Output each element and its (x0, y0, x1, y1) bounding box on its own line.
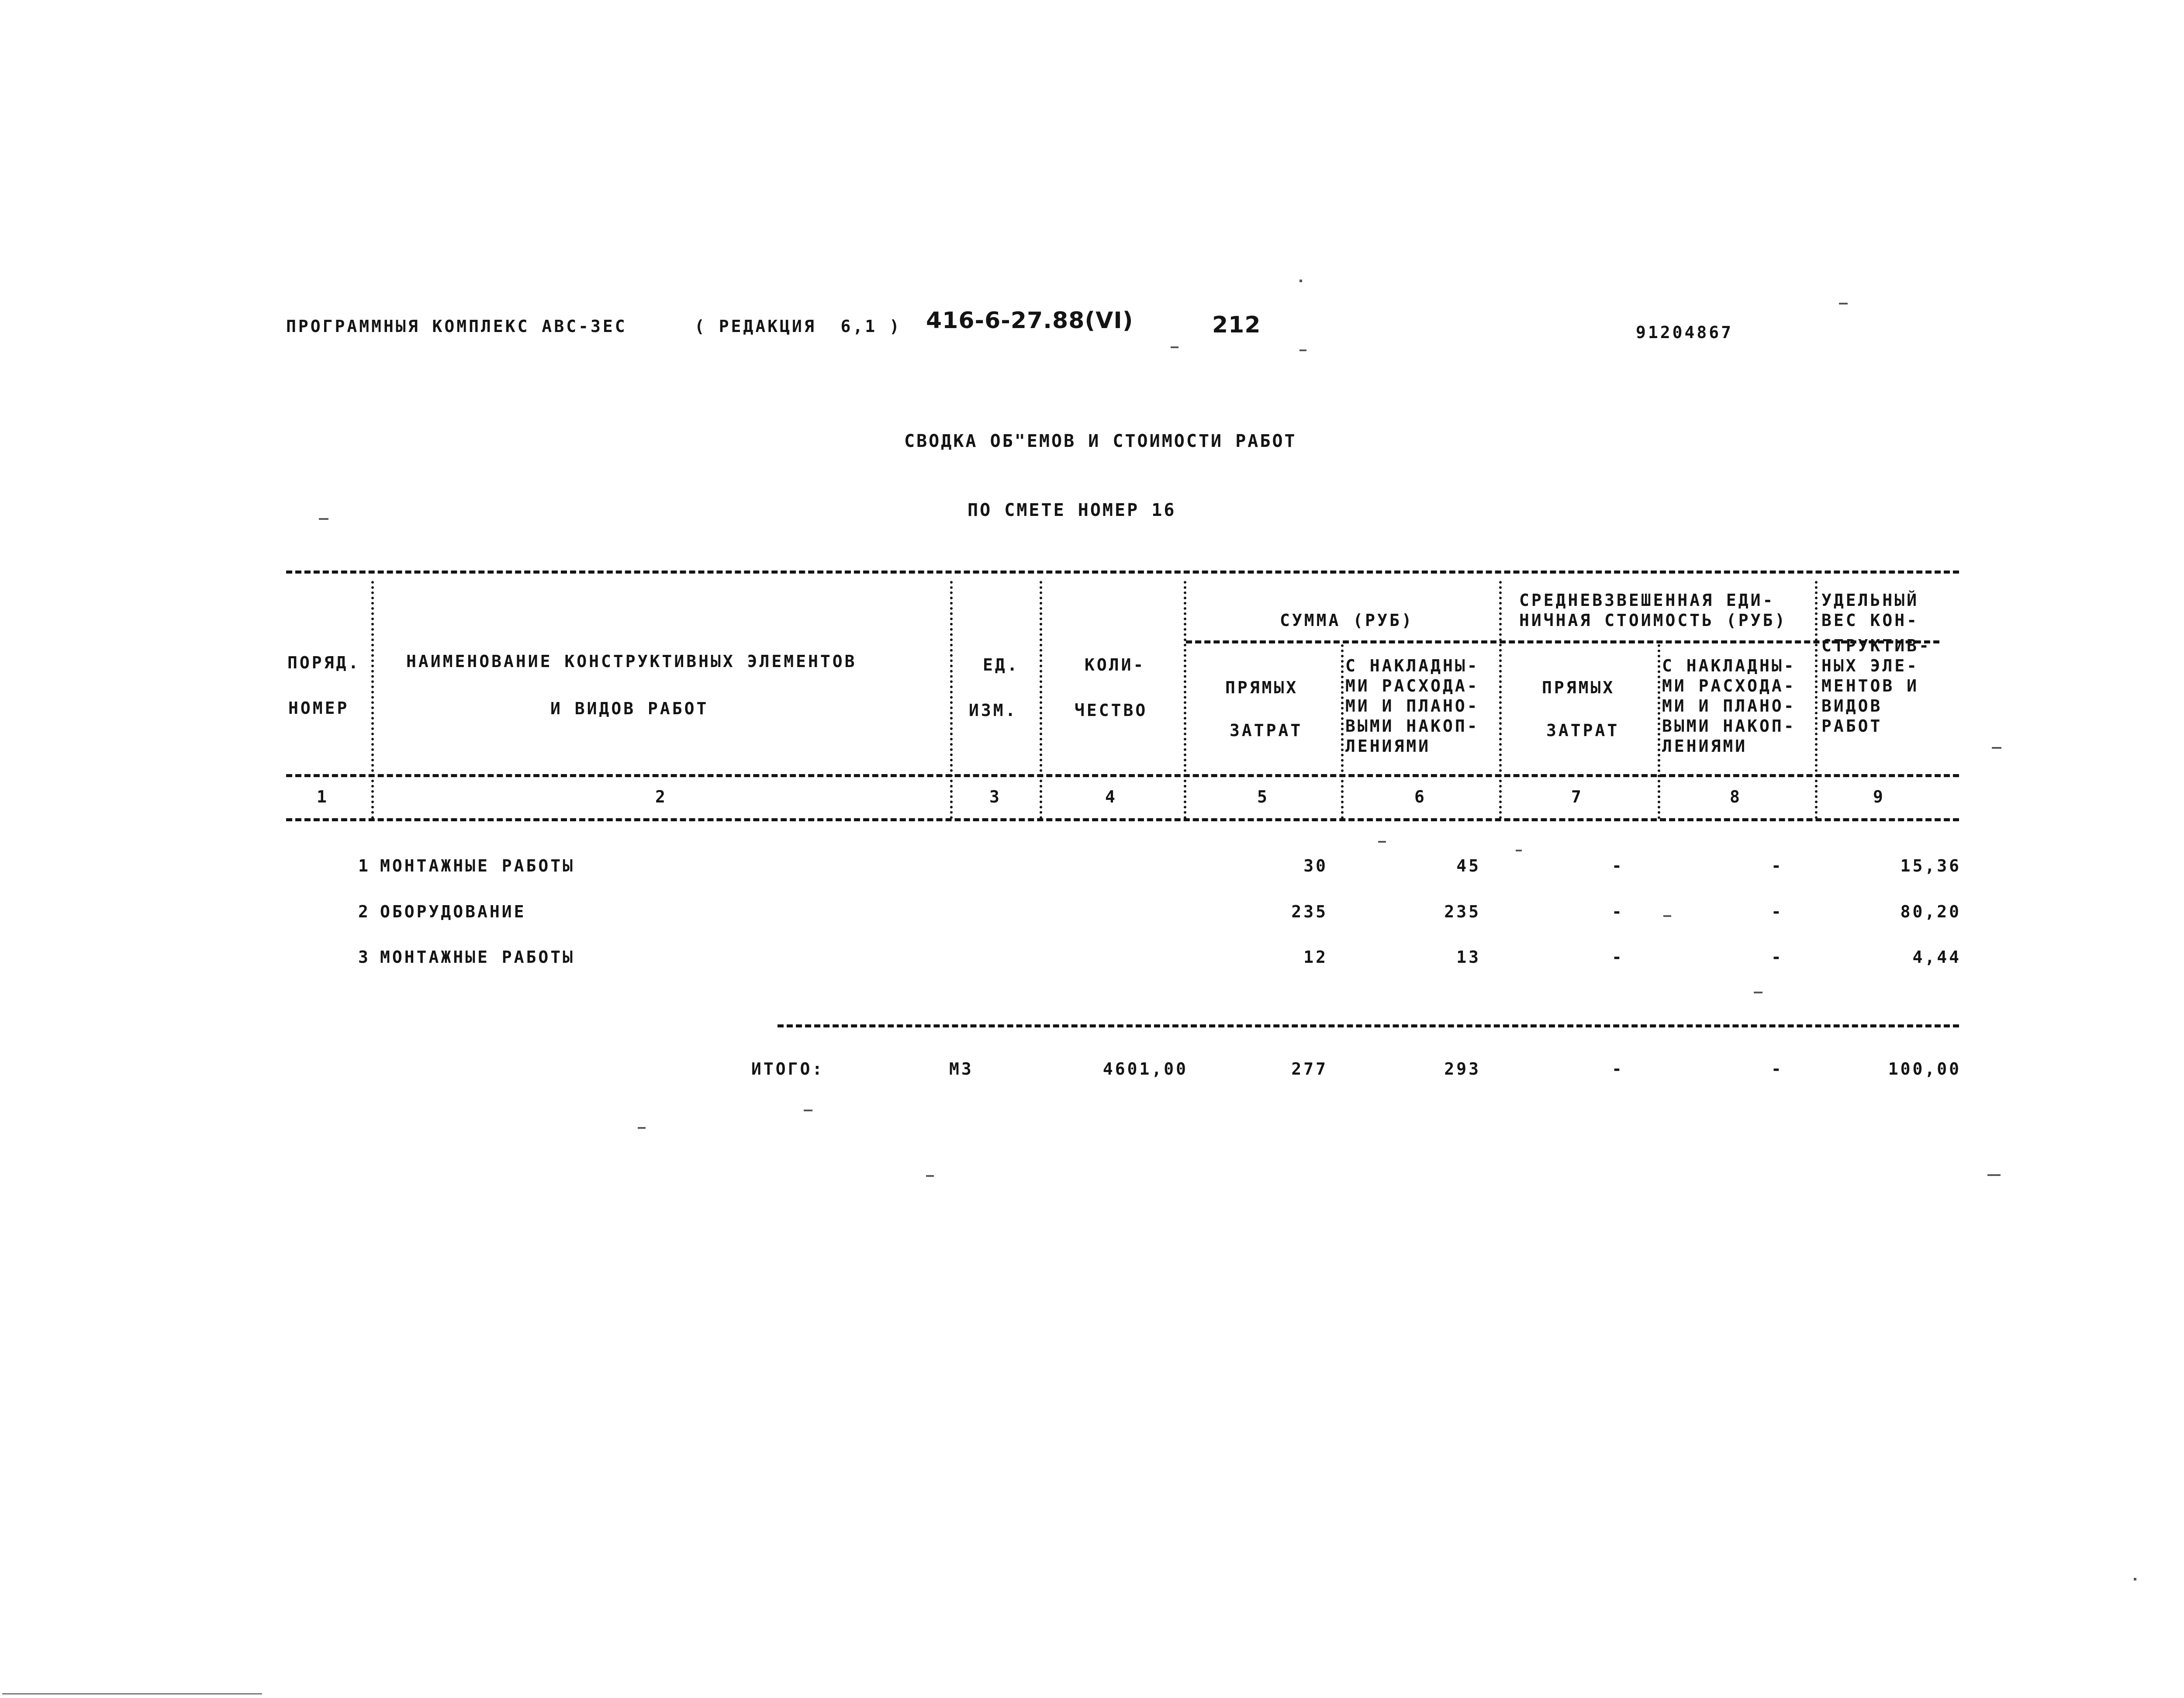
page-number: 212 (1212, 312, 1261, 338)
header-avg-overhead-line1: С НАКЛАДНЫ- (1662, 656, 1796, 675)
header-unit-line2: ИЗМ. (969, 701, 1018, 720)
col-separator (950, 581, 953, 819)
header-direct-line2: ЗАТРАТ (1230, 721, 1303, 740)
header-overhead-line4: ВЫМИ НАКОП- (1345, 716, 1479, 736)
header-unit-line1: ЕД. (983, 655, 1019, 674)
header-avg-direct-line2: ЗАТРАТ (1546, 721, 1620, 740)
col-separator (1815, 581, 1818, 819)
total-unit: М3 (949, 1059, 974, 1079)
header-overhead-line1: С НАКЛАДНЫ- (1345, 656, 1479, 675)
header-share-line7: РАБОТ (1821, 716, 1883, 736)
scan-mark (1171, 346, 1178, 348)
header-name-line2: И ВИДОВ РАБОТ (550, 699, 709, 718)
header-order-line1: ПОРЯД. (287, 653, 361, 672)
scan-mark (1378, 841, 1386, 843)
total-direct: 277 (1291, 1059, 1328, 1079)
total-avg-direct: - (1612, 1059, 1624, 1079)
header-share-line1: УДЕЛЬНЫЙ (1821, 591, 1919, 610)
scan-mark (1663, 915, 1671, 917)
col-number: 8 (1730, 787, 1742, 806)
header-avg-overhead-line3: МИ И ПЛАНО- (1662, 696, 1796, 716)
col-number: 4 (1105, 787, 1117, 806)
col-separator (1341, 644, 1344, 819)
column-number-rule (286, 818, 1959, 821)
row-avg-direct: - (1612, 856, 1624, 875)
col-number: 6 (1414, 787, 1427, 806)
col-number: 9 (1873, 787, 1885, 806)
header-quantity-line2: ЧЕСТВО (1075, 701, 1148, 720)
header-avg-overhead-line4: ВЫМИ НАКОП- (1662, 716, 1796, 736)
scan-mark (804, 1110, 812, 1111)
scan-mark (1839, 303, 1848, 304)
row-name: МОНТАЖНЫЕ РАБОТЫ (380, 856, 575, 875)
header-overhead-line2: МИ РАСХОДА- (1345, 676, 1479, 695)
header-quantity-line1: КОЛИ- (1085, 655, 1146, 674)
header-overhead-line5: ЛЕНИЯМИ (1345, 737, 1431, 756)
row-direct: 12 (1303, 948, 1328, 967)
header-avg-overhead-line5: ЛЕНИЯМИ (1662, 737, 1748, 756)
row-avg-direct: - (1612, 948, 1624, 967)
row-overhead: 235 (1444, 902, 1481, 921)
header-name-line1: НАИМЕНОВАНИЕ КОНСТРУКТИВНЫХ ЭЛЕМЕНТОВ (406, 652, 857, 671)
total-share: 100,00 (1888, 1059, 1961, 1079)
row-avg-overhead: - (1771, 856, 1783, 875)
row-name: ОБОРУДОВАНИЕ (380, 902, 526, 921)
header-direct-line1: ПРЯМЫХ (1225, 678, 1299, 697)
scan-mark (1299, 280, 1302, 282)
row-direct: 30 (1303, 856, 1328, 875)
row-avg-overhead: - (1771, 902, 1783, 921)
col-number: 3 (989, 787, 1002, 806)
total-quantity: 4601,00 (1102, 1059, 1188, 1079)
row-avg-direct: - (1612, 902, 1624, 921)
header-avg-overhead-line2: МИ РАСХОДА- (1662, 676, 1796, 695)
scan-mark (2134, 1578, 2136, 1580)
scan-mark (319, 518, 328, 520)
header-share-line4: НЫХ ЭЛЕ- (1821, 656, 1919, 675)
header-share-line5: МЕНТОВ И (1821, 676, 1919, 695)
program-name: ПРОГРАММНЫЯ КОМПЛЕКС АВС-ЗЕС (286, 317, 627, 336)
bottom-edge-line (2, 1693, 262, 1695)
header-overhead-line3: МИ И ПЛАНО- (1345, 696, 1479, 716)
scan-mark (1299, 349, 1306, 351)
col-number: 7 (1571, 787, 1583, 806)
total-overhead: 293 (1444, 1059, 1481, 1079)
col-separator (371, 581, 374, 819)
scan-mark (1754, 992, 1762, 993)
scan-mark (926, 1175, 934, 1177)
row-direct: 235 (1291, 902, 1328, 921)
scan-mark (638, 1127, 646, 1129)
scan-mark (1987, 1174, 2001, 1176)
row-share: 15,36 (1900, 856, 1961, 875)
header-avg-group-line2: НИЧНАЯ СТОИМОСТЬ (РУБ) (1519, 611, 1787, 630)
header-share-line3: СТРУКТИВ- (1821, 636, 1931, 655)
row-number: 1 (358, 856, 370, 875)
col-separator (1658, 644, 1660, 819)
row-share: 80,20 (1900, 902, 1961, 921)
page-subtitle: ПО СМЕТЕ НОМЕР 16 (968, 500, 1176, 520)
table-top-rule (286, 571, 1959, 574)
row-overhead: 45 (1456, 856, 1481, 875)
row-number: 2 (358, 902, 370, 921)
col-number: 1 (317, 787, 329, 806)
col-separator (1184, 581, 1186, 819)
handwritten-code: 416-6-27.88(VI) (926, 308, 1133, 334)
row-name: МОНТАЖНЫЕ РАБОТЫ (380, 948, 575, 967)
header-order-line2: НОМЕР (288, 699, 349, 718)
edition-label: ( РЕДАКЦИЯ 6,1 ) (695, 317, 902, 336)
header-avg-group-line1: СРЕДНЕВЗВЕШЕННАЯ ЕДИ- (1519, 591, 1775, 610)
row-number: 3 (358, 948, 370, 967)
header-share-line2: ВЕС КОН- (1821, 611, 1919, 630)
col-number: 5 (1257, 787, 1269, 806)
row-share: 4,44 (1912, 948, 1961, 967)
row-avg-overhead: - (1771, 948, 1783, 967)
col-number: 2 (655, 787, 667, 806)
total-avg-overhead: - (1771, 1059, 1783, 1079)
scan-mark (1516, 850, 1522, 851)
scan-mark (1992, 747, 2001, 749)
document-id: 91204867 (1636, 323, 1734, 342)
header-sum-group: СУММА (РУБ) (1280, 611, 1414, 630)
page-title: СВОДКА ОБ"ЕМОВ И СТОИМОСТИ РАБОТ (904, 431, 1297, 451)
total-label: ИТОГО: (751, 1059, 825, 1079)
col-separator (1499, 581, 1502, 819)
header-share-line6: ВИДОВ (1821, 696, 1883, 716)
total-rule (778, 1024, 1959, 1027)
row-overhead: 13 (1456, 948, 1481, 967)
header-bottom-rule (286, 774, 1959, 777)
col-separator (1040, 581, 1042, 819)
header-avg-direct-line1: ПРЯМЫХ (1542, 678, 1615, 697)
